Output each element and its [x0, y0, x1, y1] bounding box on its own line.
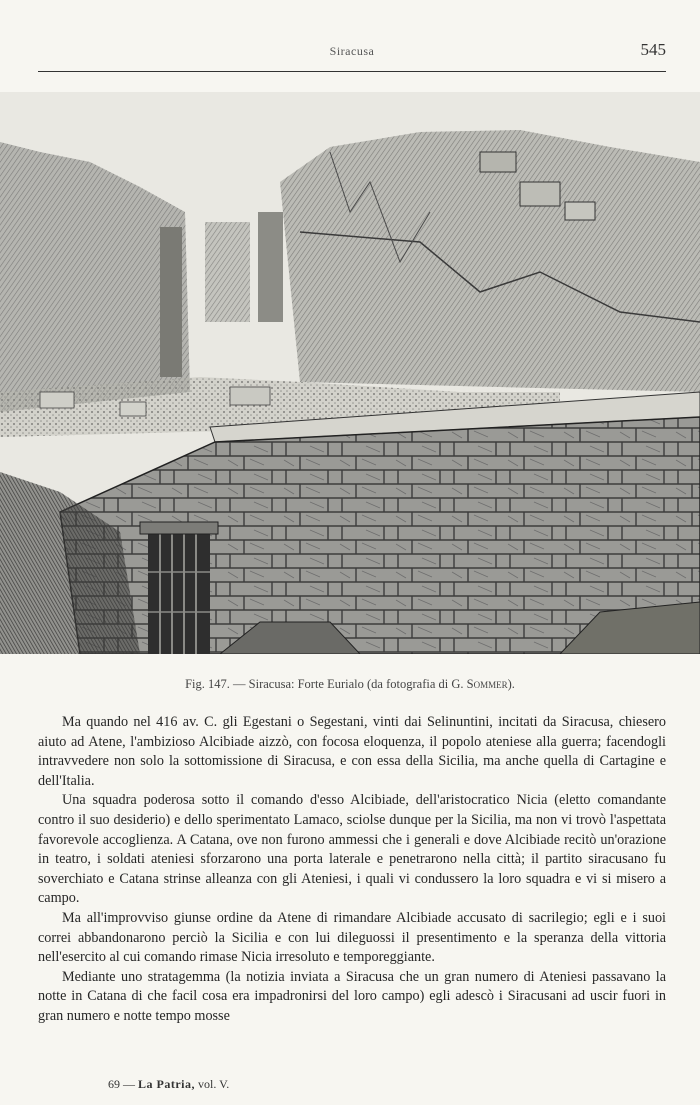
body-text: [38, 713, 666, 1027]
paragraph-3: Ma all'improvviso giunse ordine da Atene di rimandare Alcibiade accusato di sacrilegio; egli e i suoi correi abbandonarono perciò la Sicilia e con lui dileguossi il presentimento e la speranza della vittoria nell'esercito al cui comando rimase Nicia irresoluto e temporeggiante.: [38, 909, 666, 966]
figure-caption: [0, 677, 700, 692]
fortress-engraving: [0, 92, 700, 654]
caption-author: Sommer: [466, 677, 508, 691]
running-title: Siracusa: [329, 44, 375, 58]
paragraph-4: Mediante uno stratagemma (la notizia inviata a Siracusa che un gran numero di Ateniesi passavano la notte in Catana di che facil cosa era impadronirsi del loro campo) egli adescò i Siracusani ad uscir fuori in gran numero e notte tempo mosse: [38, 968, 666, 1024]
header-rule: [38, 71, 666, 72]
footer-dash: —: [120, 1077, 138, 1091]
volume-label: vol. V.: [195, 1077, 230, 1091]
paragraph-2: Una squadra poderosa sotto il comando d'esso Alcibiade, dell'aristocratico Nicia (eletto comandante contro il suo desiderio) e dello sperimentato Lamaco, sciolse dunque per la Sicilia, ma non vi trovò l'aspettata favorevole accoglienza. A Catana, ove non furono ammessi che i generali e dove Alcibiade recitò un'orazione in teatro, i soldati ateniesi sforzarono una porta laterale e penetrarono nella città; il partito siracusano fu soverchiato e Catana strinse alleanza con gli Ateniesi, i quali vi condussero la loro squadra e vi si misero a campo.: [38, 792, 666, 907]
caption-text: Fig. 147. — Siracusa: Forte Eurialo (da fotografia di G.: [185, 677, 467, 691]
page-header: [38, 40, 666, 70]
work-title: La Patria,: [138, 1077, 195, 1091]
caption-end: ).: [507, 677, 515, 691]
paragraph-1: Ma quando nel 416 av. C. gli Egestani o Segestani, vinti dai Selinuntini, incitati da Siracusa, chiesero aiuto ad Atene, l'ambizioso Alcibiade aizzò, con focosa eloquenza, il popolo ateniese alla guerra; facendogli intravvedere non solo la sottomissione di Siracusa, e con essa della Sicilia, ma anche quella di Cartagine e dell'Italia.: [38, 714, 666, 789]
page-footer: [108, 1077, 229, 1092]
signature-mark: 69: [108, 1077, 120, 1091]
page-number: 545: [640, 40, 666, 59]
